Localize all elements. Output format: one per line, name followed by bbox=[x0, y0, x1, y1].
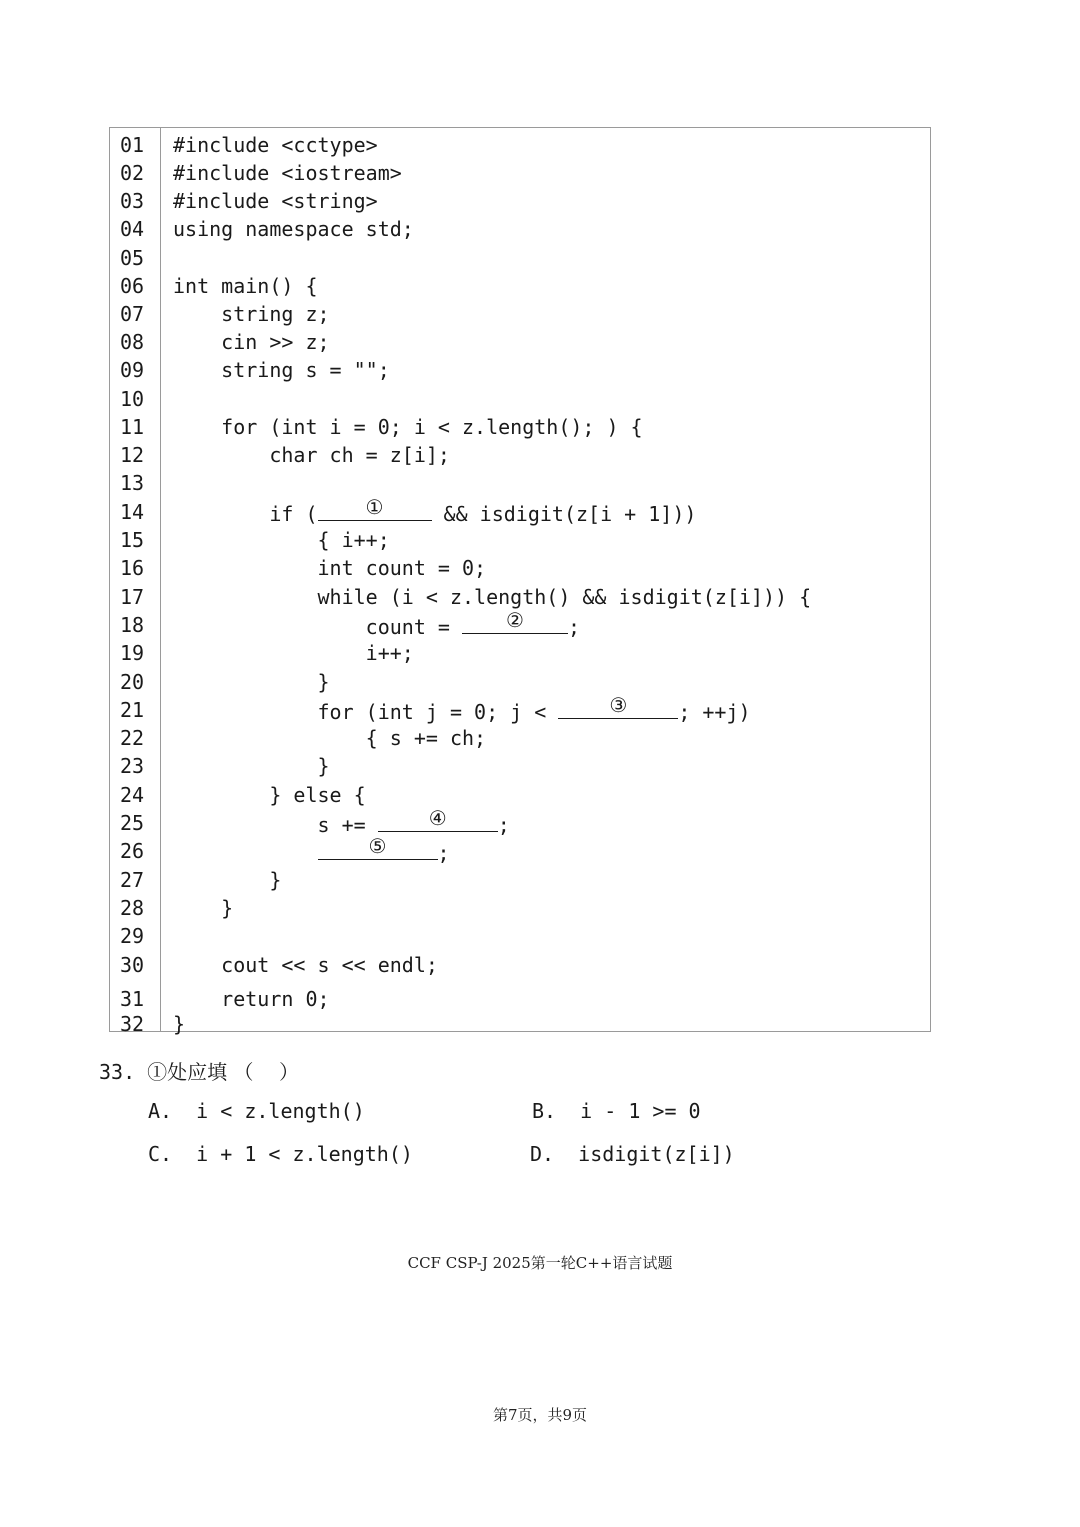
code-line bbox=[110, 441, 932, 469]
code-line bbox=[110, 159, 932, 187]
line-number: 23 bbox=[120, 754, 145, 778]
code-line bbox=[110, 554, 932, 582]
code-text: { s += ch; bbox=[173, 726, 487, 750]
line-number: 29 bbox=[120, 924, 145, 948]
code-text: #include <iostream> bbox=[173, 161, 402, 185]
line-number: 01 bbox=[120, 133, 145, 157]
code-text: } else { bbox=[173, 783, 366, 807]
code-line bbox=[110, 385, 932, 413]
line-number: 02 bbox=[120, 161, 145, 185]
code-line bbox=[110, 985, 932, 1013]
option-d: D. isdigit(z[i]) bbox=[530, 1142, 735, 1166]
code-line bbox=[110, 328, 932, 356]
code-text-before-blank bbox=[173, 841, 318, 865]
code-text-after-blank: ; ++j) bbox=[678, 700, 751, 724]
code-line bbox=[110, 639, 932, 667]
code-text: for (int i = 0; i < z.length(); ) { bbox=[173, 415, 643, 439]
code-text bbox=[173, 693, 751, 726]
code-line bbox=[110, 469, 932, 497]
code-text: } bbox=[173, 1012, 186, 1036]
fill-in-blank bbox=[318, 834, 438, 860]
line-number: 05 bbox=[120, 246, 145, 270]
blank-marker: ④ bbox=[428, 806, 447, 830]
line-number: 11 bbox=[120, 415, 145, 439]
code-text bbox=[173, 608, 581, 641]
code-text bbox=[173, 495, 697, 528]
code-line bbox=[110, 922, 932, 950]
option-b: B. i - 1 >= 0 bbox=[532, 1099, 701, 1123]
line-number: 26 bbox=[120, 839, 145, 863]
line-number: 07 bbox=[120, 302, 145, 326]
code-line bbox=[110, 724, 932, 752]
code-text-after-blank: ; bbox=[567, 615, 581, 639]
code-text: } bbox=[173, 670, 330, 694]
line-number: 27 bbox=[120, 868, 145, 892]
line-number: 08 bbox=[120, 330, 145, 354]
line-number: 21 bbox=[120, 698, 145, 722]
fill-in-blank bbox=[318, 495, 432, 521]
line-number: 18 bbox=[120, 613, 145, 637]
code-text-after-blank: && isdigit(z[i + 1])) bbox=[431, 502, 697, 526]
code-text-before-blank: count = bbox=[173, 615, 462, 639]
code-text: cin >> z; bbox=[173, 330, 330, 354]
line-number: 15 bbox=[120, 528, 145, 552]
code-text: int main() { bbox=[173, 274, 318, 298]
fill-in-blank bbox=[558, 693, 678, 719]
line-number: 12 bbox=[120, 443, 145, 467]
line-number: 24 bbox=[120, 783, 145, 807]
code-text-after-blank: ; bbox=[497, 813, 510, 837]
question-number: 33. bbox=[99, 1060, 136, 1084]
code-line bbox=[110, 187, 932, 215]
line-number: 06 bbox=[120, 274, 145, 298]
code-line bbox=[110, 526, 932, 554]
code-line bbox=[110, 272, 932, 300]
option-c: C. i + 1 < z.length() bbox=[148, 1142, 413, 1166]
page-number-footer: 第7页，共9页 bbox=[492, 1406, 588, 1424]
line-number: 32 bbox=[120, 1012, 145, 1036]
line-number: 03 bbox=[120, 189, 145, 213]
code-text: string z; bbox=[173, 302, 330, 326]
code-text: string s = ""; bbox=[173, 358, 390, 382]
code-line bbox=[110, 495, 932, 526]
code-text: { i++; bbox=[173, 528, 390, 552]
line-number: 04 bbox=[120, 217, 145, 241]
code-line bbox=[110, 583, 932, 611]
blank-marker: ② bbox=[506, 608, 524, 632]
option-a: A. i < z.length() bbox=[148, 1099, 365, 1123]
code-text: return 0; bbox=[173, 987, 330, 1011]
line-number: 31 bbox=[120, 987, 145, 1011]
code-text bbox=[173, 834, 450, 867]
code-line bbox=[110, 866, 932, 894]
code-line bbox=[110, 300, 932, 328]
code-text: #include <string> bbox=[173, 189, 378, 213]
code-listing bbox=[109, 127, 931, 1036]
code-text: i++; bbox=[173, 641, 414, 665]
code-line bbox=[110, 356, 932, 384]
code-line bbox=[110, 951, 932, 979]
code-text-before-blank: if ( bbox=[173, 502, 318, 526]
code-line bbox=[110, 668, 932, 696]
code-text: int count = 0; bbox=[173, 556, 487, 580]
code-text: } bbox=[173, 896, 234, 920]
line-number: 28 bbox=[120, 896, 145, 920]
code-line bbox=[110, 131, 932, 159]
code-line bbox=[110, 1010, 932, 1038]
fill-in-blank bbox=[462, 608, 568, 634]
code-text: using namespace std; bbox=[173, 217, 414, 241]
code-line bbox=[110, 781, 932, 809]
code-text: while (i < z.length() && isdigit(z[i])) { bbox=[173, 585, 812, 609]
code-text: #include <cctype> bbox=[173, 133, 378, 157]
fill-in-blank bbox=[378, 806, 498, 832]
line-number: 10 bbox=[120, 387, 145, 411]
code-text-before-blank: for (int j = 0; j < bbox=[173, 700, 559, 724]
code-text: cout << s << endl; bbox=[173, 953, 438, 977]
code-line bbox=[110, 215, 932, 243]
code-text: } bbox=[173, 754, 330, 778]
code-line bbox=[110, 244, 932, 272]
code-line bbox=[110, 413, 932, 441]
line-number: 13 bbox=[120, 471, 145, 495]
line-number: 17 bbox=[120, 585, 145, 609]
code-line bbox=[110, 608, 932, 639]
question-text: ①处应填 （ ） bbox=[147, 1060, 299, 1084]
blank-marker: ③ bbox=[609, 693, 628, 717]
code-text-after-blank: ; bbox=[437, 841, 450, 865]
code-line bbox=[110, 894, 932, 922]
question-33 bbox=[99, 1058, 299, 1086]
code-line bbox=[110, 834, 932, 865]
line-number: 25 bbox=[120, 811, 145, 835]
code-text: char ch = z[i]; bbox=[173, 443, 450, 467]
code-text: } bbox=[173, 868, 282, 892]
line-number: 30 bbox=[120, 953, 145, 977]
exam-title-footer: CCF CSP-J 2025第一轮C++语言试题 bbox=[407, 1254, 673, 1272]
line-number: 09 bbox=[120, 358, 145, 382]
line-number: 20 bbox=[120, 670, 145, 694]
code-line bbox=[110, 806, 932, 837]
line-number: 22 bbox=[120, 726, 145, 750]
code-line bbox=[110, 693, 932, 724]
code-text-before-blank: s += bbox=[173, 813, 378, 837]
line-number: 19 bbox=[120, 641, 145, 665]
blank-marker: ⑤ bbox=[368, 834, 387, 858]
line-number: 14 bbox=[120, 500, 145, 524]
code-line bbox=[110, 752, 932, 780]
line-number: 16 bbox=[120, 556, 145, 580]
blank-marker: ① bbox=[365, 495, 384, 519]
